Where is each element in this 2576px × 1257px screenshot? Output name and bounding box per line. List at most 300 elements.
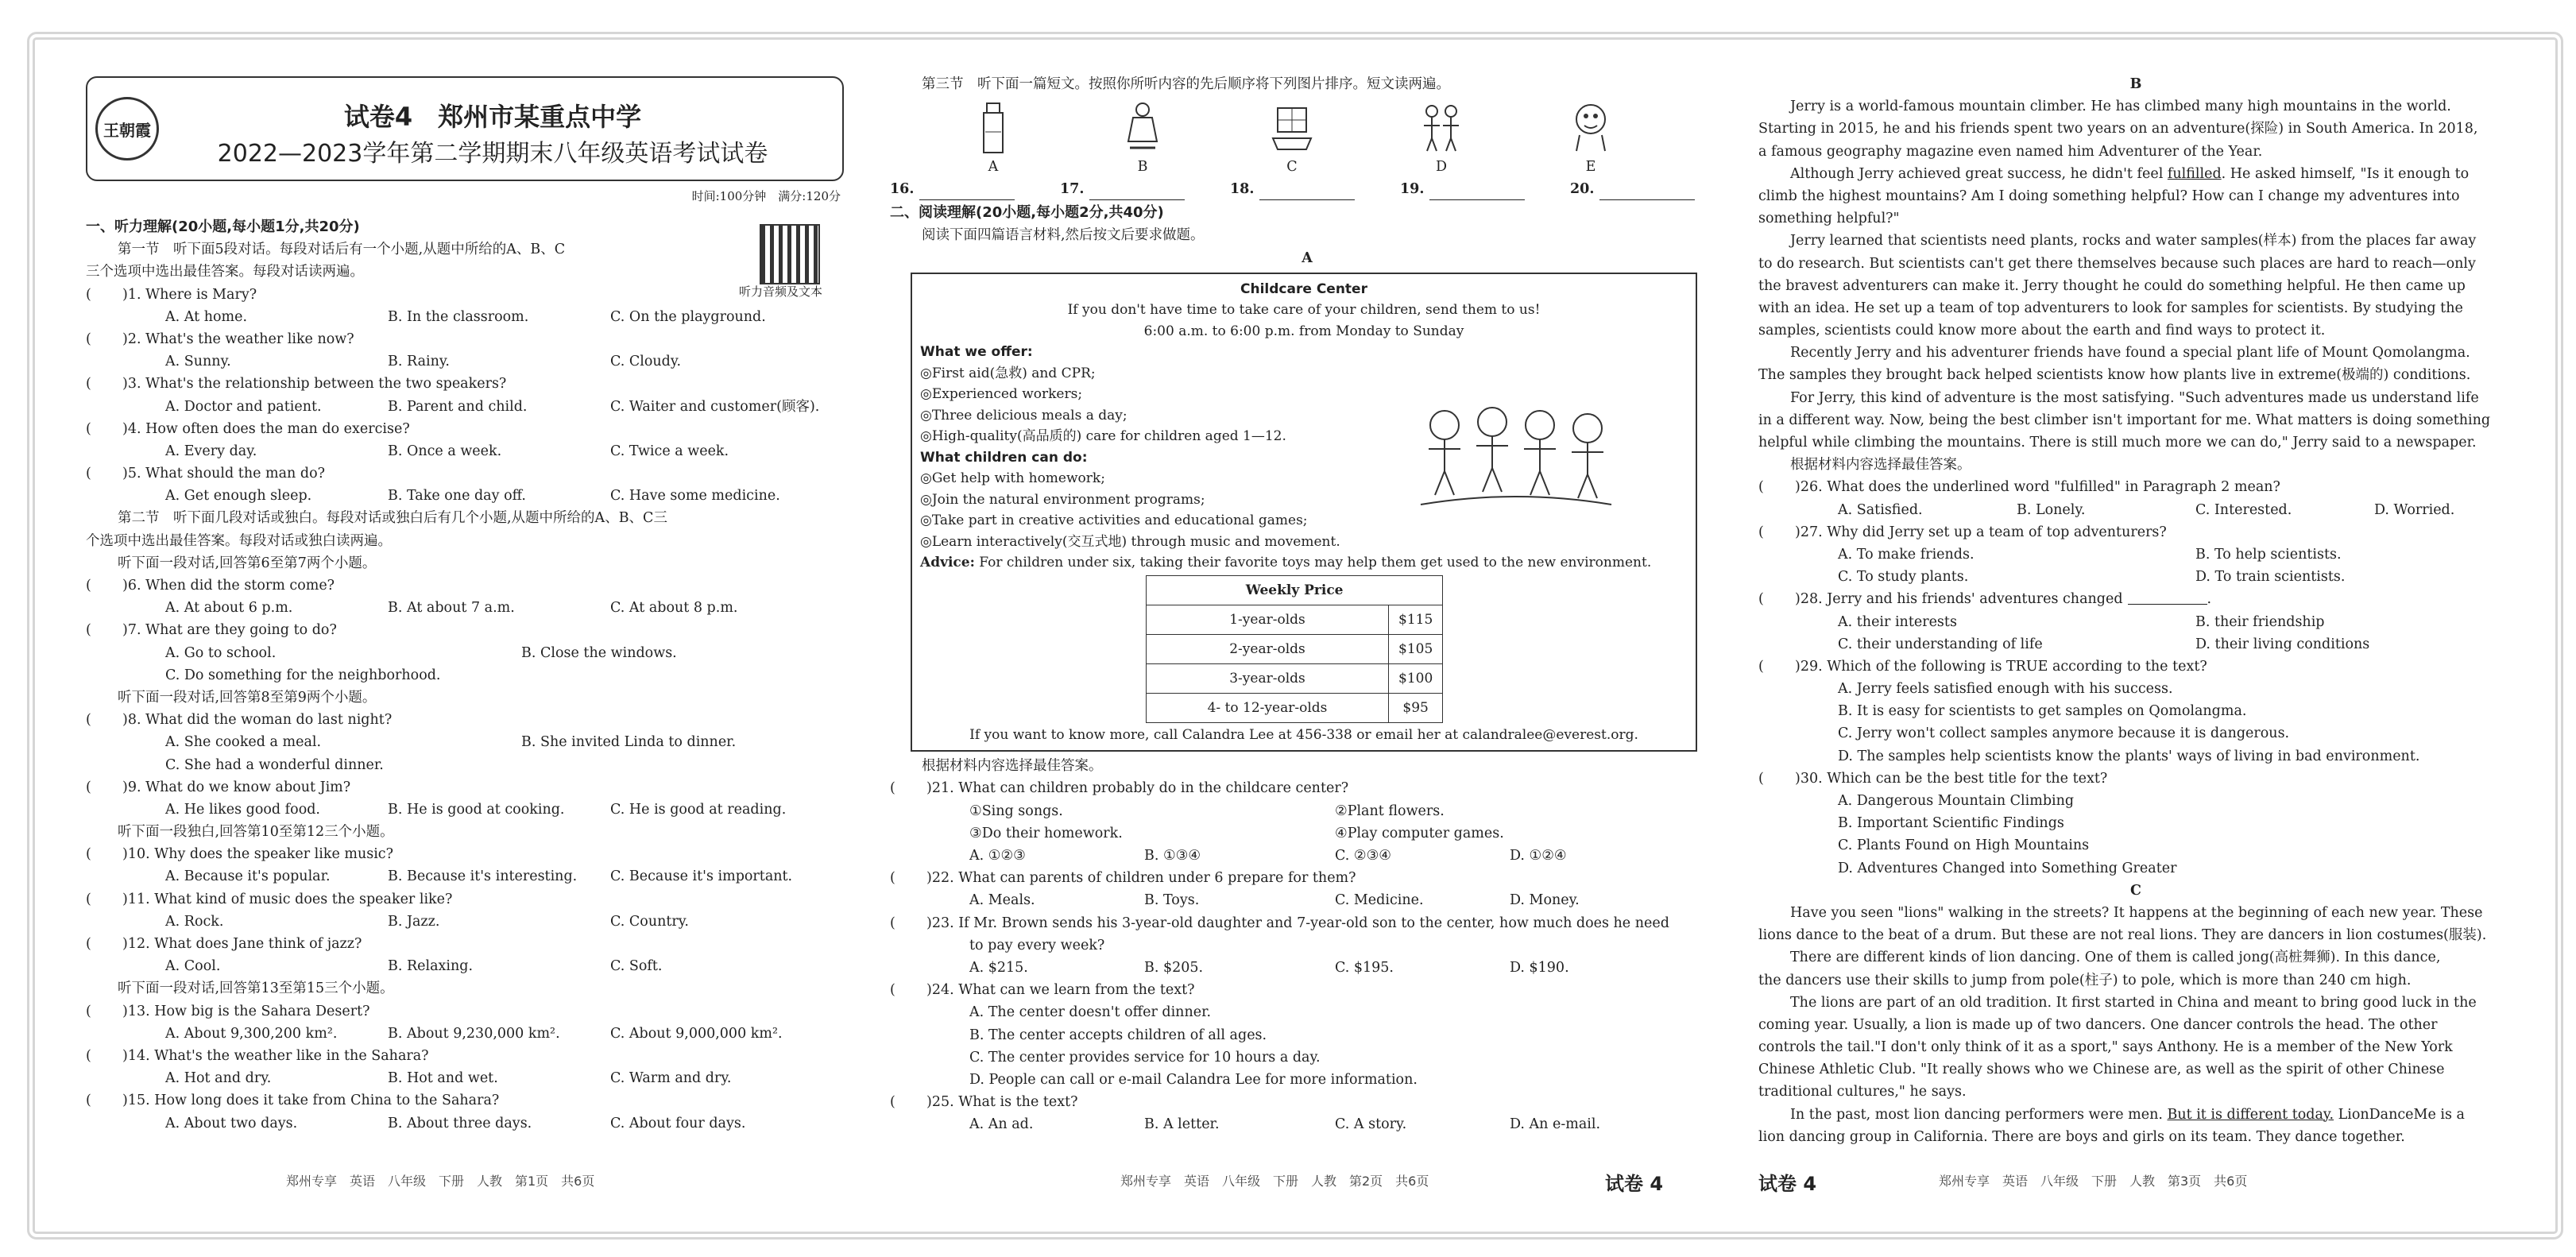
option[interactable]: D. $190.	[1510, 959, 1569, 976]
para-line: helpful while climbing the mountains. There is still much more we can do," Jerry said to a newspaper.	[1758, 435, 2477, 451]
options-26	[1758, 499, 2513, 521]
options-22	[890, 889, 1724, 911]
question-text: )8. What did the woman do last night?	[122, 712, 393, 729]
question-1[interactable]: ( )1. Where is Mary?	[86, 284, 841, 306]
option[interactable]: C. The center provides service for 10 hours a day.	[969, 1049, 1321, 1066]
options-14	[86, 1067, 841, 1089]
options-10	[86, 865, 841, 888]
option[interactable]: A. At about 6 p.m.	[165, 600, 293, 617]
page-footer-3: 郑州专享 英语 八年级 下册 人教 第3页 共6页	[1939, 1174, 2248, 1189]
option[interactable]: B. Toys.	[1144, 892, 1200, 909]
can-heading: What children can do:	[920, 449, 1088, 466]
blank-number: 19.	[1400, 181, 1425, 198]
question-25[interactable]: ( )25. What is the text?	[890, 1091, 1724, 1113]
a-intro: 根据材料内容选择最佳答案。	[922, 758, 1103, 775]
question-text: to pay every week?	[969, 937, 1105, 953]
page-footer-2: 郑州专享 英语 八年级 下册 人教 第2页 共6页	[1120, 1174, 1429, 1189]
option[interactable]: A. their interests	[1838, 613, 1957, 630]
question-text: )7. What are they going to do?	[122, 622, 337, 639]
options-21a	[890, 800, 1724, 822]
option[interactable]: B. Jazz.	[388, 913, 440, 930]
part1-instr: 第一节 听下面5段对话。每段对话后有一个小题,从题中所给的A、B、C	[118, 242, 566, 258]
intro-13: 听下面一段对话,回答第13至第15三个小题。	[118, 980, 394, 997]
question-text: )3. What's the relationship between the two speakers?	[122, 376, 507, 393]
para-line: to do research. But scientists can't get there themselves because such places are hard to reach—only	[1758, 255, 2476, 272]
option[interactable]: A. To make friends.	[1838, 546, 1975, 563]
option[interactable]: B. ①③④	[1144, 848, 1201, 864]
option[interactable]: C. Plants Found on High Mountains	[1838, 837, 2090, 854]
can-item: ◎Take part in creative activities and educational games;	[920, 512, 1308, 529]
option-24d[interactable]	[890, 1069, 1724, 1091]
options-23	[890, 957, 1724, 979]
option[interactable]: B. To help scientists.	[2195, 546, 2342, 563]
option[interactable]: B. Once a week.	[388, 443, 502, 459]
blank-20[interactable]	[1570, 178, 1724, 202]
option-29b[interactable]	[1758, 700, 2513, 722]
picture-e	[1535, 100, 1646, 178]
option[interactable]: B. A letter.	[1144, 1116, 1220, 1133]
section-reading: 二、阅读理解(20小题,每小题2分,共40分)	[890, 204, 1164, 222]
picture-d	[1386, 100, 1497, 178]
bottle-icon	[969, 100, 1017, 156]
option[interactable]: D. Money.	[1510, 892, 1580, 909]
blank-18[interactable]	[1230, 178, 1384, 202]
people-icon	[1418, 100, 1465, 156]
options-27a	[1758, 543, 2513, 566]
para-line: controls the tail."I don't only think of it as a sport," says Anthony. He is a member of the New York	[1758, 1039, 2453, 1056]
question-3[interactable]: ( )3. What's the relationship between the two speakers?	[86, 373, 841, 395]
part3-instr: 第三节 听下面一篇短文。按照你所听内容的先后顺序将下列图片排序。短文读两遍。	[922, 76, 1450, 92]
text: In the past, most lion dancing performers were men.	[1790, 1106, 2168, 1123]
question-text: )9. What do we know about Jim?	[122, 779, 351, 795]
text: . He asked himself, "Is it enough to	[2221, 165, 2470, 182]
option[interactable]: B. At about 7 a.m.	[388, 600, 515, 617]
option[interactable]: B. their friendship	[2195, 613, 2325, 630]
para-line: For Jerry, this kind of adventure is the most satisfying. "Such adventures made us understand life	[1790, 389, 2479, 406]
para-line: something helpful?"	[1758, 211, 1900, 227]
options-15	[86, 1112, 841, 1135]
option[interactable]: B. It is easy for scientists to get samples on Qomolangma.	[1838, 703, 2247, 720]
option[interactable]: B. In the classroom.	[388, 308, 529, 325]
option[interactable]: C. On the playground.	[610, 308, 766, 325]
option-30c[interactable]	[1758, 834, 2513, 857]
option[interactable]: B. She invited Linda to dinner.	[521, 734, 737, 751]
table-row	[1147, 693, 1443, 722]
offer-item: ◎Experienced workers;	[920, 386, 1083, 403]
question-text: )30. Which can be the best title for the text?	[1795, 770, 2108, 787]
question-24[interactable]: ( )24. What can we learn from the text?	[890, 979, 1724, 1001]
options-7	[86, 642, 841, 664]
boat-icon	[1268, 100, 1316, 156]
option-29c[interactable]	[1758, 722, 2513, 745]
children-illustration	[1413, 393, 1619, 512]
option[interactable]: D. ①②④	[1510, 848, 1567, 864]
contact-line: If you want to know more, call Calandra Lee at 456-338 or email her at calandralee@everest.org.	[969, 726, 1638, 743]
question-28[interactable]: ( )28. Jerry and his friends' adventures changed .	[1758, 588, 2513, 610]
para-line: the bravest adventurers can make it. Jerry thought he could do something helpful. He then came up	[1758, 277, 2466, 294]
question-11[interactable]: ( )11. What kind of music does the speaker like?	[86, 888, 841, 911]
option[interactable]: B. Lonely.	[2017, 501, 2086, 518]
para-line: Jerry is a world-famous mountain climber. He has climbed many high mountains in the world.	[1790, 99, 2451, 115]
offer-item: ◎Three delicious meals a day;	[920, 407, 1127, 424]
question-8[interactable]: ( )8. What did the woman do last night?	[86, 709, 841, 731]
part2-instr-2: 个选项中选出最佳答案。每段对话或独白读两遍。	[86, 532, 392, 549]
question-15[interactable]: ( )15. How long does it take from China to the Sahara?	[86, 1089, 841, 1112]
option[interactable]: C. Soft.	[610, 958, 663, 975]
option[interactable]: A. Dangerous Mountain Climbing	[1838, 793, 2075, 809]
options-8c	[86, 754, 841, 776]
advice	[920, 552, 1688, 574]
option-30b[interactable]	[1758, 812, 2513, 834]
question-text: )23. If Mr. Brown sends his 3-year-old daughter and 7-year-old son to the center, how much does he need	[926, 915, 1669, 931]
option[interactable]: B. Important Scientific Findings	[1838, 815, 2064, 832]
para-line: traditional cultures," he says.	[1758, 1084, 1967, 1100]
option[interactable]: A. Meals.	[969, 892, 1035, 909]
question-text: )15. How long does it take from China to the Sahara?	[122, 1093, 500, 1109]
option[interactable]: D. Worried.	[2374, 501, 2455, 518]
options-12	[86, 955, 841, 977]
options-2	[86, 350, 841, 373]
exam-title: 试卷4 郑州市某重点中学	[343, 102, 642, 132]
para-line: The lions are part of an old tradition. It first started in China and meant to bring good luck in the	[1790, 994, 2477, 1011]
option[interactable]: C. A story.	[1335, 1116, 1407, 1133]
options-27b	[1758, 566, 2513, 588]
question-text: )29. Which of the following is TRUE according to the text?	[1795, 658, 2207, 675]
can-item: ◎Join the natural environment programs;	[920, 491, 1205, 508]
option[interactable]: C. Jerry won't collect samples anymore because it is dangerous.	[1838, 725, 2290, 742]
option-24b[interactable]	[890, 1024, 1724, 1046]
para-line	[1758, 163, 2513, 185]
para-line: coming year. Usually, a lion is made up of two dancers. One dancer controls the head. The other	[1758, 1016, 2438, 1033]
text: LionDanceMe is a	[2334, 1106, 2465, 1123]
advice-text: For children under six, taking their favorite toys may help them get used to the new environment.	[979, 555, 1652, 571]
option-24a[interactable]	[890, 1001, 1724, 1023]
age-cell: 2-year-olds	[1147, 634, 1389, 663]
question-29[interactable]: ( )29. Which of the following is TRUE according to the text?	[1758, 656, 2513, 678]
reading-intro: 阅读下面四篇语言材料,然后按文后要求做题。	[922, 227, 1205, 244]
option-29d[interactable]	[1758, 745, 2513, 768]
blank-number: 20.	[1570, 181, 1595, 198]
can-item: ◎Learn interactively(交互式地) through music and movement.	[920, 533, 1340, 550]
option[interactable]: A. At home.	[165, 308, 248, 325]
question-13[interactable]: ( )13. How big is the Sahara Desert?	[86, 1000, 841, 1023]
passage-c-label: C	[2130, 882, 2141, 899]
option-30a[interactable]	[1758, 790, 2513, 812]
option[interactable]: A. ①②③	[969, 848, 1026, 864]
price-cell: $100	[1389, 663, 1443, 693]
blank-16[interactable]	[890, 178, 1044, 202]
question-6[interactable]: ( )6. When did the storm come?	[86, 574, 841, 597]
intro-8: 听下面一段对话,回答第8至第9两个小题。	[118, 689, 377, 706]
option[interactable]: B. About three days.	[388, 1115, 532, 1131]
option[interactable]: A. Sunny.	[165, 354, 231, 370]
picture-label: E	[1585, 158, 1596, 175]
options-21b	[890, 822, 1724, 845]
para-line	[1758, 1104, 2513, 1126]
option[interactable]: C. Because it's important.	[610, 868, 793, 885]
question-text: )28. Jerry and his friends' adventures changed	[1795, 591, 2123, 608]
blank-17[interactable]	[1060, 178, 1214, 202]
price-table-title: Weekly Price	[1147, 575, 1443, 605]
option[interactable]: B. The center accepts children of all ages.	[969, 1027, 1267, 1043]
option[interactable]: D. An e-mail.	[1510, 1116, 1601, 1133]
options-25	[890, 1113, 1724, 1135]
exam-subtitle: 2022—2023学年第二学期期末八年级英语考试试卷	[217, 140, 768, 168]
option[interactable]: C. Warm and dry.	[610, 1070, 732, 1087]
question-22[interactable]: ( )22. What can parents of children under 6 prepare for them?	[890, 867, 1724, 889]
option[interactable]: C. She had a wonderful dinner.	[165, 756, 384, 773]
option[interactable]: B. Parent and child.	[388, 398, 528, 415]
options-28a	[1758, 611, 2513, 633]
option[interactable]: D. Adventures Changed into Something Greater	[1838, 860, 2177, 876]
offer-heading: What we offer:	[920, 344, 1033, 361]
picture-a	[938, 100, 1049, 178]
option[interactable]: B. Take one day off.	[388, 488, 526, 505]
option[interactable]: C. Have some medicine.	[610, 488, 780, 505]
question-23[interactable]: ( )23. If Mr. Brown sends his 3-year-old daughter and 7-year-old son to the center, how much does he need	[890, 912, 1724, 934]
option[interactable]: A. Go to school.	[165, 644, 277, 661]
option[interactable]: B. Hot and wet.	[388, 1070, 498, 1087]
para-line: Jerry learned that scientists need plants, rocks and water samples(样本) from the places far away	[1790, 233, 2477, 249]
option-24c[interactable]	[890, 1046, 1724, 1069]
para-line: climb the highest mountains? Am I doing something helpful? How can I change my adventures into	[1758, 188, 2460, 204]
option[interactable]: B. Close the windows.	[521, 644, 677, 661]
options-7c	[86, 664, 841, 687]
option[interactable]: B. $205.	[1144, 959, 1204, 976]
option[interactable]: C. $195.	[1335, 959, 1394, 976]
intro-6: 听下面一段对话,回答第6至第7两个小题。	[118, 555, 377, 571]
option[interactable]: D. The samples help scientists know the plants' ways of living in bad environment.	[1838, 748, 2420, 764]
part2-instr: 第二节 听下面几段对话或独白。每段对话或独白后有几个小题,从题中所给的A、B、C三	[118, 510, 667, 527]
blank-number: 18.	[1230, 181, 1255, 198]
option: ③Do their homework.	[969, 825, 1123, 841]
passage-b-label: B	[2129, 76, 2142, 92]
blank-number: 17.	[1060, 181, 1085, 198]
section-listening: 一、听力理解(20小题,每小题1分,共20分)	[86, 219, 360, 235]
table-row	[1147, 634, 1443, 663]
option[interactable]: C. Interested.	[2195, 501, 2292, 518]
option[interactable]: C. Cloudy.	[610, 354, 682, 370]
blank-19[interactable]	[1400, 178, 1554, 202]
picture-b	[1087, 100, 1198, 178]
option[interactable]: A. $215.	[969, 959, 1028, 976]
question-text: )5. What should the man do?	[122, 466, 325, 482]
options-21	[890, 845, 1724, 867]
option[interactable]: A. The center doesn't offer dinner.	[969, 1004, 1212, 1021]
underlined-word: fulfilled	[2167, 165, 2222, 182]
ad-hours: 6:00 a.m. to 6:00 p.m. from Monday to Sunday	[1143, 323, 1464, 339]
option[interactable]: A. About 9,300,200 km².	[165, 1025, 338, 1042]
question-text: )10. Why does the speaker like music?	[122, 846, 393, 863]
age-cell: 4- to 12-year-olds	[1147, 693, 1389, 722]
paper-tag-2: 试卷 4	[1605, 1173, 1664, 1195]
column-3	[1758, 73, 2513, 1148]
option[interactable]: A. An ad.	[969, 1116, 1034, 1133]
part1-instr-2: 三个选项中选出最佳答案。每段对话读两遍。	[86, 264, 364, 280]
options-1	[86, 306, 841, 328]
option: ①Sing songs.	[969, 803, 1063, 819]
picture-c	[1236, 100, 1348, 178]
options-8	[86, 731, 841, 753]
can-item: ◎Get help with homework;	[920, 470, 1105, 487]
option[interactable]: A. Hot and dry.	[165, 1070, 272, 1087]
text: Although Jerry achieved great success, he didn't feel	[1790, 165, 2168, 182]
lion-dance-icon	[1567, 100, 1615, 156]
question-text: )24. What can we learn from the text?	[926, 982, 1195, 999]
para-line: the dancers use their skills to jump from pole(柱子) to pole, which is more than 240 cm high.	[1758, 972, 2412, 988]
question-30[interactable]: ( )30. Which can be the best title for the text?	[1758, 768, 2513, 790]
answer-blank[interactable]	[2128, 588, 2207, 605]
para-line: Chinese Athletic Club. "It really shows who we Chinese are, as well as the spirit of other Chinese	[1758, 1062, 2445, 1078]
advice-label: Advice:	[920, 555, 975, 571]
para-line: Starting in 2015, he and his friends spent two years on an adventure(探险) in South America. In 2018,	[1758, 121, 2478, 137]
option[interactable]: A. Every day.	[165, 443, 257, 459]
option-29a[interactable]	[1758, 678, 2513, 700]
page-footer-1: 郑州专享 英语 八年级 下册 人教 第1页 共6页	[286, 1174, 595, 1189]
question-text: )13. How big is the Sahara Desert?	[122, 1003, 370, 1019]
option[interactable]: C. About 9,000,000 km².	[610, 1025, 783, 1042]
option[interactable]: A. Jerry feels satisfied enough with his success.	[1838, 681, 2173, 698]
question-12[interactable]: ( )12. What does Jane think of jazz?	[86, 933, 841, 955]
question-26[interactable]: ( )26. What does the underlined word "fulfilled" in Paragraph 2 mean?	[1758, 476, 2513, 498]
option[interactable]: A. Doctor and patient.	[165, 398, 322, 415]
option[interactable]: A. Get enough sleep.	[165, 488, 312, 505]
option[interactable]: C. Waiter and customer(顾客).	[610, 398, 820, 415]
price-cell: $95	[1389, 693, 1443, 722]
option[interactable]: C. Do something for the neighborhood.	[165, 667, 441, 683]
question-text: )2. What's the weather like now?	[122, 331, 354, 347]
intro-10: 听下面一段独白,回答第10至第12三个小题。	[118, 824, 394, 841]
para-line: There are different kinds of lion dancing. One of them is called jong(高桩舞狮). In this dance,	[1790, 950, 2441, 966]
question-14[interactable]: ( )14. What's the weather like in the Sahara?	[86, 1045, 841, 1067]
question-2[interactable]: ( )2. What's the weather like now?	[86, 328, 841, 350]
column-1	[86, 216, 841, 1135]
b-intro: 根据材料内容选择最佳答案。	[1790, 457, 1971, 474]
option[interactable]: D. their living conditions	[2195, 636, 2370, 652]
option[interactable]: C. He is good at reading.	[610, 801, 787, 818]
question-text: )21. What can children probably do in the childcare center?	[926, 780, 1349, 797]
option[interactable]: C. To study plants.	[1838, 569, 1969, 586]
price-cell: $105	[1389, 634, 1443, 663]
para-line: lions dance to the beat of a drum. But these are not real lions. They are dancers in lion costumes(服装).	[1758, 927, 2487, 944]
picture-label: C	[1286, 158, 1298, 175]
options-13	[86, 1023, 841, 1045]
option[interactable]: B. He is good at cooking.	[388, 801, 565, 818]
picture-label: D	[1435, 158, 1448, 175]
question-text: )25. What is the text?	[926, 1094, 1078, 1111]
option[interactable]: C. Medicine.	[1335, 892, 1424, 909]
question-27[interactable]: ( )27. Why did Jerry set up a team of top adventurers?	[1758, 521, 2513, 543]
underlined-sentence: But it is different today.	[2167, 1106, 2334, 1123]
para-line: in a different way. Now, being the best climber isn't important for me. What matters is doing something	[1758, 412, 2491, 428]
question-4[interactable]: ( )4. How often does the man do exercise?	[86, 418, 841, 440]
option-30d[interactable]	[1758, 857, 2513, 880]
question-21[interactable]: ( )21. What can children probably do in the childcare center?	[890, 777, 1724, 799]
question-text: )11. What kind of music does the speaker like?	[122, 891, 453, 907]
blank-number: 16.	[890, 181, 915, 198]
offer-item: ◎First aid(急救) and CPR;	[920, 365, 1096, 381]
options-28b	[1758, 633, 2513, 656]
option[interactable]: D. To train scientists.	[2195, 569, 2346, 586]
para-line: The samples they brought back helped scientists know how plants live in extreme(极端的) conditions.	[1758, 367, 2471, 384]
exam-meta: 时间:100分钟 满分:120分	[691, 189, 841, 203]
question-text: )26. What does the underlined word "fulfilled" in Paragraph 2 mean?	[1795, 479, 2280, 496]
question-5[interactable]: ( )5. What should the man do?	[86, 462, 841, 485]
options-9	[86, 799, 841, 821]
question-10[interactable]: ( )10. Why does the speaker like music?	[86, 843, 841, 865]
picture-label: A	[988, 158, 999, 175]
option[interactable]: C. At about 8 p.m.	[610, 600, 738, 617]
option[interactable]: C. About four days.	[610, 1115, 746, 1131]
question-text: )12. What does Jane think of jazz?	[122, 936, 362, 952]
option[interactable]: C. Country.	[610, 913, 689, 930]
option[interactable]: B. Because it's interesting.	[388, 868, 578, 885]
option[interactable]: C. Twice a week.	[610, 443, 729, 459]
para-line: a famous geography magazine even named him Adventurer of the Year.	[1758, 143, 2263, 160]
option: ④Play computer games.	[1335, 825, 1504, 841]
question-text: )27. Why did Jerry set up a team of top adventurers?	[1795, 524, 2167, 540]
question-text: )6. When did the storm come?	[122, 578, 335, 594]
table-row	[1147, 605, 1443, 634]
question-7[interactable]: ( )7. What are they going to do?	[86, 619, 841, 641]
option[interactable]: A. About two days.	[165, 1115, 298, 1131]
picture-label: B	[1137, 158, 1148, 175]
question-text: )1. Where is Mary?	[122, 286, 257, 303]
options-4	[86, 440, 841, 462]
answer-blanks	[890, 178, 1724, 202]
column-2	[890, 73, 1724, 1135]
para-line: lion dancing group in California. There are boys and girls on its team. They dance together.	[1758, 1128, 2405, 1145]
para-line: Recently Jerry and his adventurer friends have found a special plant life of Mount Qomolangma.	[1790, 345, 2470, 362]
ad-line1: If you don't have time to take care of your children, send them to us!	[1067, 302, 1541, 319]
option: ②Plant flowers.	[1335, 803, 1445, 819]
childcare-ad	[911, 273, 1697, 752]
para-line: samples, scientists could know more about the earth and find ways to protect it.	[1758, 323, 2326, 339]
option[interactable]: A. He likes good food.	[165, 801, 320, 818]
option[interactable]: C. ②③④	[1335, 848, 1391, 864]
picture-row	[890, 95, 1724, 178]
question-9[interactable]: ( )9. What do we know about Jim?	[86, 776, 841, 799]
price-table	[1146, 575, 1443, 723]
option[interactable]: B. Rainy.	[388, 354, 450, 370]
passage-a-label: A	[1302, 249, 1313, 266]
qr-label: 听力音频及文本	[739, 284, 823, 299]
option[interactable]: A. Cool.	[165, 958, 221, 975]
option[interactable]: A. Because it's popular.	[165, 868, 331, 885]
option[interactable]: B. Relaxing.	[388, 958, 474, 975]
question-23-cont	[890, 934, 1724, 957]
option[interactable]: A. Rock.	[165, 913, 224, 930]
paper-tag-3: 试卷 4	[1758, 1173, 1817, 1195]
ad-title: Childcare Center	[1240, 280, 1367, 297]
para-line: with an idea. He set up a team of top adventurers to look for samples for scientists. By studying the	[1758, 300, 2463, 316]
option[interactable]: A. She cooked a meal.	[165, 734, 322, 751]
rider-icon	[1119, 100, 1166, 156]
options-11	[86, 911, 841, 933]
question-text: )4. How often does the man do exercise?	[122, 420, 410, 437]
table-row	[1147, 663, 1443, 693]
question-text: )22. What can parents of children under 6 prepare for them?	[926, 870, 1356, 887]
para-line: Have you seen "lions" walking in the streets? It happens at the beginning of each new year. These	[1790, 904, 2483, 921]
options-6	[86, 597, 841, 619]
options-3	[86, 396, 841, 418]
logo-text: 王朝霞	[103, 120, 151, 140]
option[interactable]: D. People can call or e-mail Calandra Lee for more information.	[969, 1071, 1418, 1088]
option[interactable]: B. About 9,230,000 km².	[388, 1025, 560, 1042]
option[interactable]: C. their understanding of life	[1838, 636, 2043, 652]
age-cell: 1-year-olds	[1147, 605, 1389, 634]
option[interactable]: A. Satisfied.	[1838, 501, 1923, 518]
